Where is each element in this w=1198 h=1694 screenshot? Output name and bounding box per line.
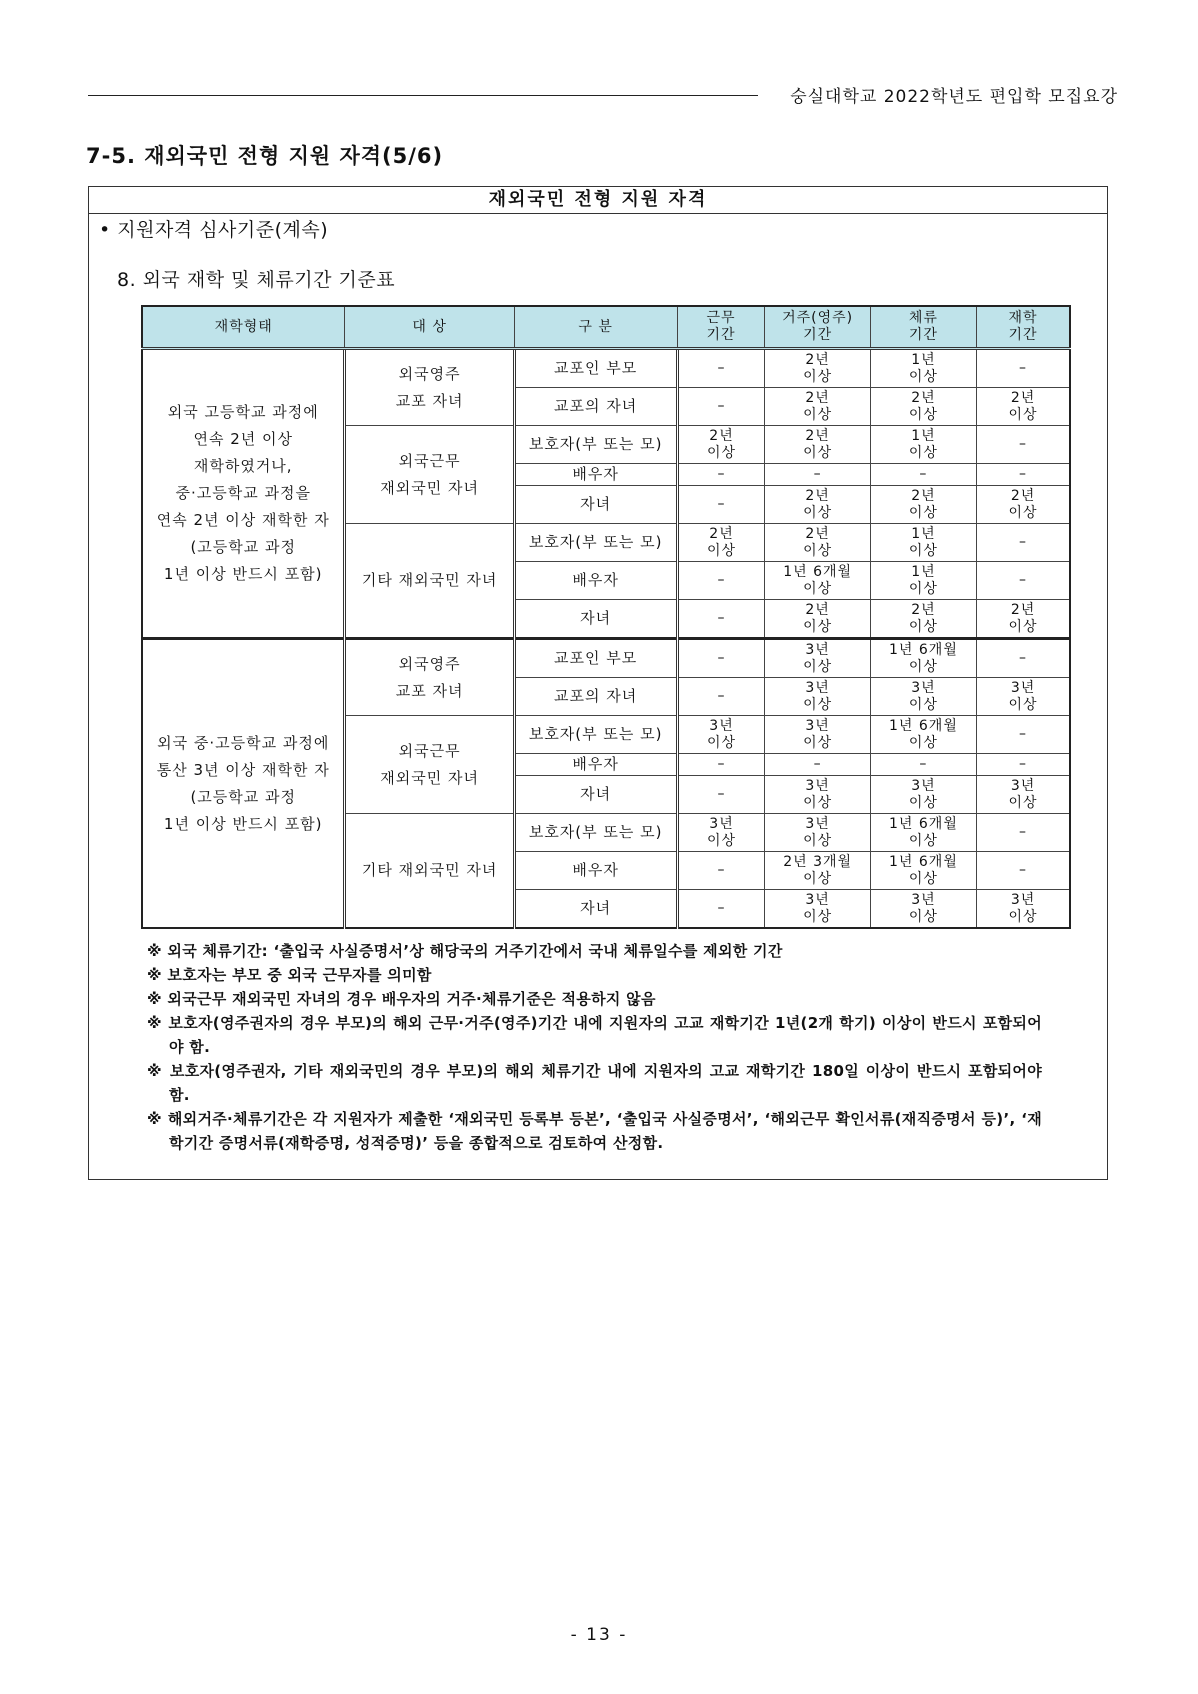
cell-residence-period: 2년 이상 [765,349,870,388]
cell-work-period: – [677,464,765,486]
cell-category: 보호자(부 또는 모) [514,524,677,562]
cell-stay-period: 3년 이상 [870,678,976,716]
cell-work-period: – [677,388,765,426]
cell-category: 교포인 부모 [514,349,677,388]
cell-target: 외국영주 교포 자녀 [345,349,514,426]
cell-category: 자녀 [514,890,677,929]
cell-stay-period: 1년 6개월 이상 [870,814,976,852]
table-header-row [142,306,1070,349]
cell-study-period: – [977,852,1070,890]
header-work: 근무 기간 [677,306,765,349]
header-category: 구 분 [514,306,677,349]
note-item: ※ 해외거주·체류기간은 각 지원자가 제출한 ‘재외국민 등록부 등본’, ‘출입국 사실증명서’, ‘해외근무 확인서류(재직증명서 등)’, ‘재학기간 증명서류(재학증명, 성적증명)’ 등을 종합적으로 검토하여 산정함. [147,1110,1042,1152]
cell-work-period: – [677,776,765,814]
cell-residence-period: 2년 이상 [765,486,870,524]
cell-study-period: 2년 이상 [977,600,1070,639]
notes [147,939,1042,1155]
cell-work-period: – [677,562,765,600]
table-subheading: 8. 외국 재학 및 체류기간 기준표 [117,269,396,291]
cell-residence-period: 2년 이상 [765,388,870,426]
cell-work-period: 2년 이상 [677,426,765,464]
cell-study-period: 3년 이상 [977,890,1070,929]
header-type: 재학형태 [142,306,345,349]
page-number: - 13 - [570,1625,628,1645]
cell-category: 배우자 [514,562,677,600]
cell-target: 기타 재외국민 자녀 [345,814,514,929]
cell-study-type: 외국 고등학교 과정에 연속 2년 이상 재학하였거나, 중·고등학교 과정을 연속 2년 이상 재학한 자 (고등학교 과정 1년 이상 반드시 포함) [142,349,345,639]
cell-residence-period: 3년 이상 [765,678,870,716]
note-item: ※ 외국근무 재외국민 자녀의 경우 배우자의 거주·체류기준은 적용하지 않음 [147,990,656,1008]
note-item: ※ 보호자(영주권자, 기타 재외국민의 경우 부모)의 해외 체류기간 내에 지원자의 고교 재학기간 180일 이상이 반드시 포함되어야 함. [147,1062,1042,1104]
cell-study-period: 2년 이상 [977,486,1070,524]
cell-work-period: – [677,486,765,524]
header-residence: 거주(영주) 기간 [765,306,870,349]
cell-stay-period: 1년 이상 [870,349,976,388]
header-study: 재학 기간 [977,306,1070,349]
cell-work-period: – [677,600,765,639]
cell-stay-period: 2년 이상 [870,600,976,639]
cell-category: 배우자 [514,852,677,890]
cell-stay-period: 1년 6개월 이상 [870,639,976,678]
cell-residence-period: 3년 이상 [765,814,870,852]
cell-study-period: 3년 이상 [977,776,1070,814]
cell-stay-period: 3년 이상 [870,776,976,814]
cell-category: 자녀 [514,486,677,524]
cell-study-period: – [977,426,1070,464]
cell-study-period: – [977,349,1070,388]
cell-target: 외국근무 재외국민 자녀 [345,716,514,814]
cell-target: 기타 재외국민 자녀 [345,524,514,639]
cell-residence-period: 2년 이상 [765,426,870,464]
cell-stay-period: 2년 이상 [870,486,976,524]
cell-study-period: 3년 이상 [977,678,1070,716]
running-header: 숭실대학교 2022학년도 편입학 모집요강 [790,87,1118,107]
cell-category: 배우자 [514,464,677,486]
table-row [142,349,1070,388]
cell-residence-period: 2년 이상 [765,524,870,562]
cell-stay-period: 1년 6개월 이상 [870,852,976,890]
cell-category: 배우자 [514,754,677,776]
table-row [142,639,1070,678]
cell-study-period: – [977,814,1070,852]
cell-work-period: – [677,852,765,890]
cell-work-period: – [677,890,765,929]
cell-work-period: 2년 이상 [677,524,765,562]
cell-study-period: – [977,754,1070,776]
section-title: 7-5. 재외국민 전형 지원 자격(5/6) [86,144,444,168]
cell-stay-period: – [870,754,976,776]
cell-category: 보호자(부 또는 모) [514,814,677,852]
cell-study-period: – [977,562,1070,600]
cell-stay-period: 3년 이상 [870,890,976,929]
box-title: 재외국민 전형 지원 자격 [89,187,1107,214]
cell-residence-period: 3년 이상 [765,639,870,678]
cell-residence-period: 3년 이상 [765,716,870,754]
bullet-criteria: • 지원자격 심사기준(계속) [99,219,329,241]
criteria-table [141,305,1071,929]
cell-category: 보호자(부 또는 모) [514,716,677,754]
cell-target: 외국근무 재외국민 자녀 [345,426,514,524]
cell-work-period: – [677,754,765,776]
cell-category: 교포의 자녀 [514,678,677,716]
cell-category: 교포의 자녀 [514,388,677,426]
cell-residence-period: – [765,464,870,486]
cell-work-period: 3년 이상 [677,716,765,754]
cell-category: 교포인 부모 [514,639,677,678]
cell-category: 자녀 [514,776,677,814]
header-stay: 체류 기간 [870,306,976,349]
cell-residence-period: – [765,754,870,776]
cell-work-period: – [677,678,765,716]
cell-category: 보호자(부 또는 모) [514,426,677,464]
header-target: 대 상 [345,306,514,349]
cell-work-period: – [677,349,765,388]
qualification-box [88,186,1108,1180]
cell-stay-period: – [870,464,976,486]
cell-category: 자녀 [514,600,677,639]
cell-study-period: – [977,639,1070,678]
cell-stay-period: 2년 이상 [870,388,976,426]
header-rule [88,95,758,96]
cell-stay-period: 1년 이상 [870,426,976,464]
note-item: ※ 외국 체류기간: ‘출입국 사실증명서’상 해당국의 거주기간에서 국내 체류일수를 제외한 기간 [147,942,783,960]
cell-work-period: – [677,639,765,678]
cell-study-period: – [977,464,1070,486]
cell-residence-period: 3년 이상 [765,776,870,814]
cell-study-period: – [977,716,1070,754]
cell-residence-period: 2년 3개월 이상 [765,852,870,890]
cell-stay-period: 1년 이상 [870,524,976,562]
note-item: ※ 보호자(영주권자의 경우 부모)의 해외 근무·거주(영주)기간 내에 지원자의 고교 재학기간 1년(2개 학기) 이상이 반드시 포함되어야 함. [147,1014,1042,1056]
note-item: ※ 보호자는 부모 중 외국 근무자를 의미함 [147,966,432,984]
cell-residence-period: 3년 이상 [765,890,870,929]
cell-study-type: 외국 중·고등학교 과정에 통산 3년 이상 재학한 자 (고등학교 과정 1년 이상 반드시 포함) [142,639,345,929]
cell-residence-period: 1년 6개월 이상 [765,562,870,600]
cell-work-period: 3년 이상 [677,814,765,852]
cell-stay-period: 1년 6개월 이상 [870,716,976,754]
cell-study-period: – [977,524,1070,562]
cell-residence-period: 2년 이상 [765,600,870,639]
cell-study-period: 2년 이상 [977,388,1070,426]
cell-stay-period: 1년 이상 [870,562,976,600]
cell-target: 외국영주 교포 자녀 [345,639,514,716]
